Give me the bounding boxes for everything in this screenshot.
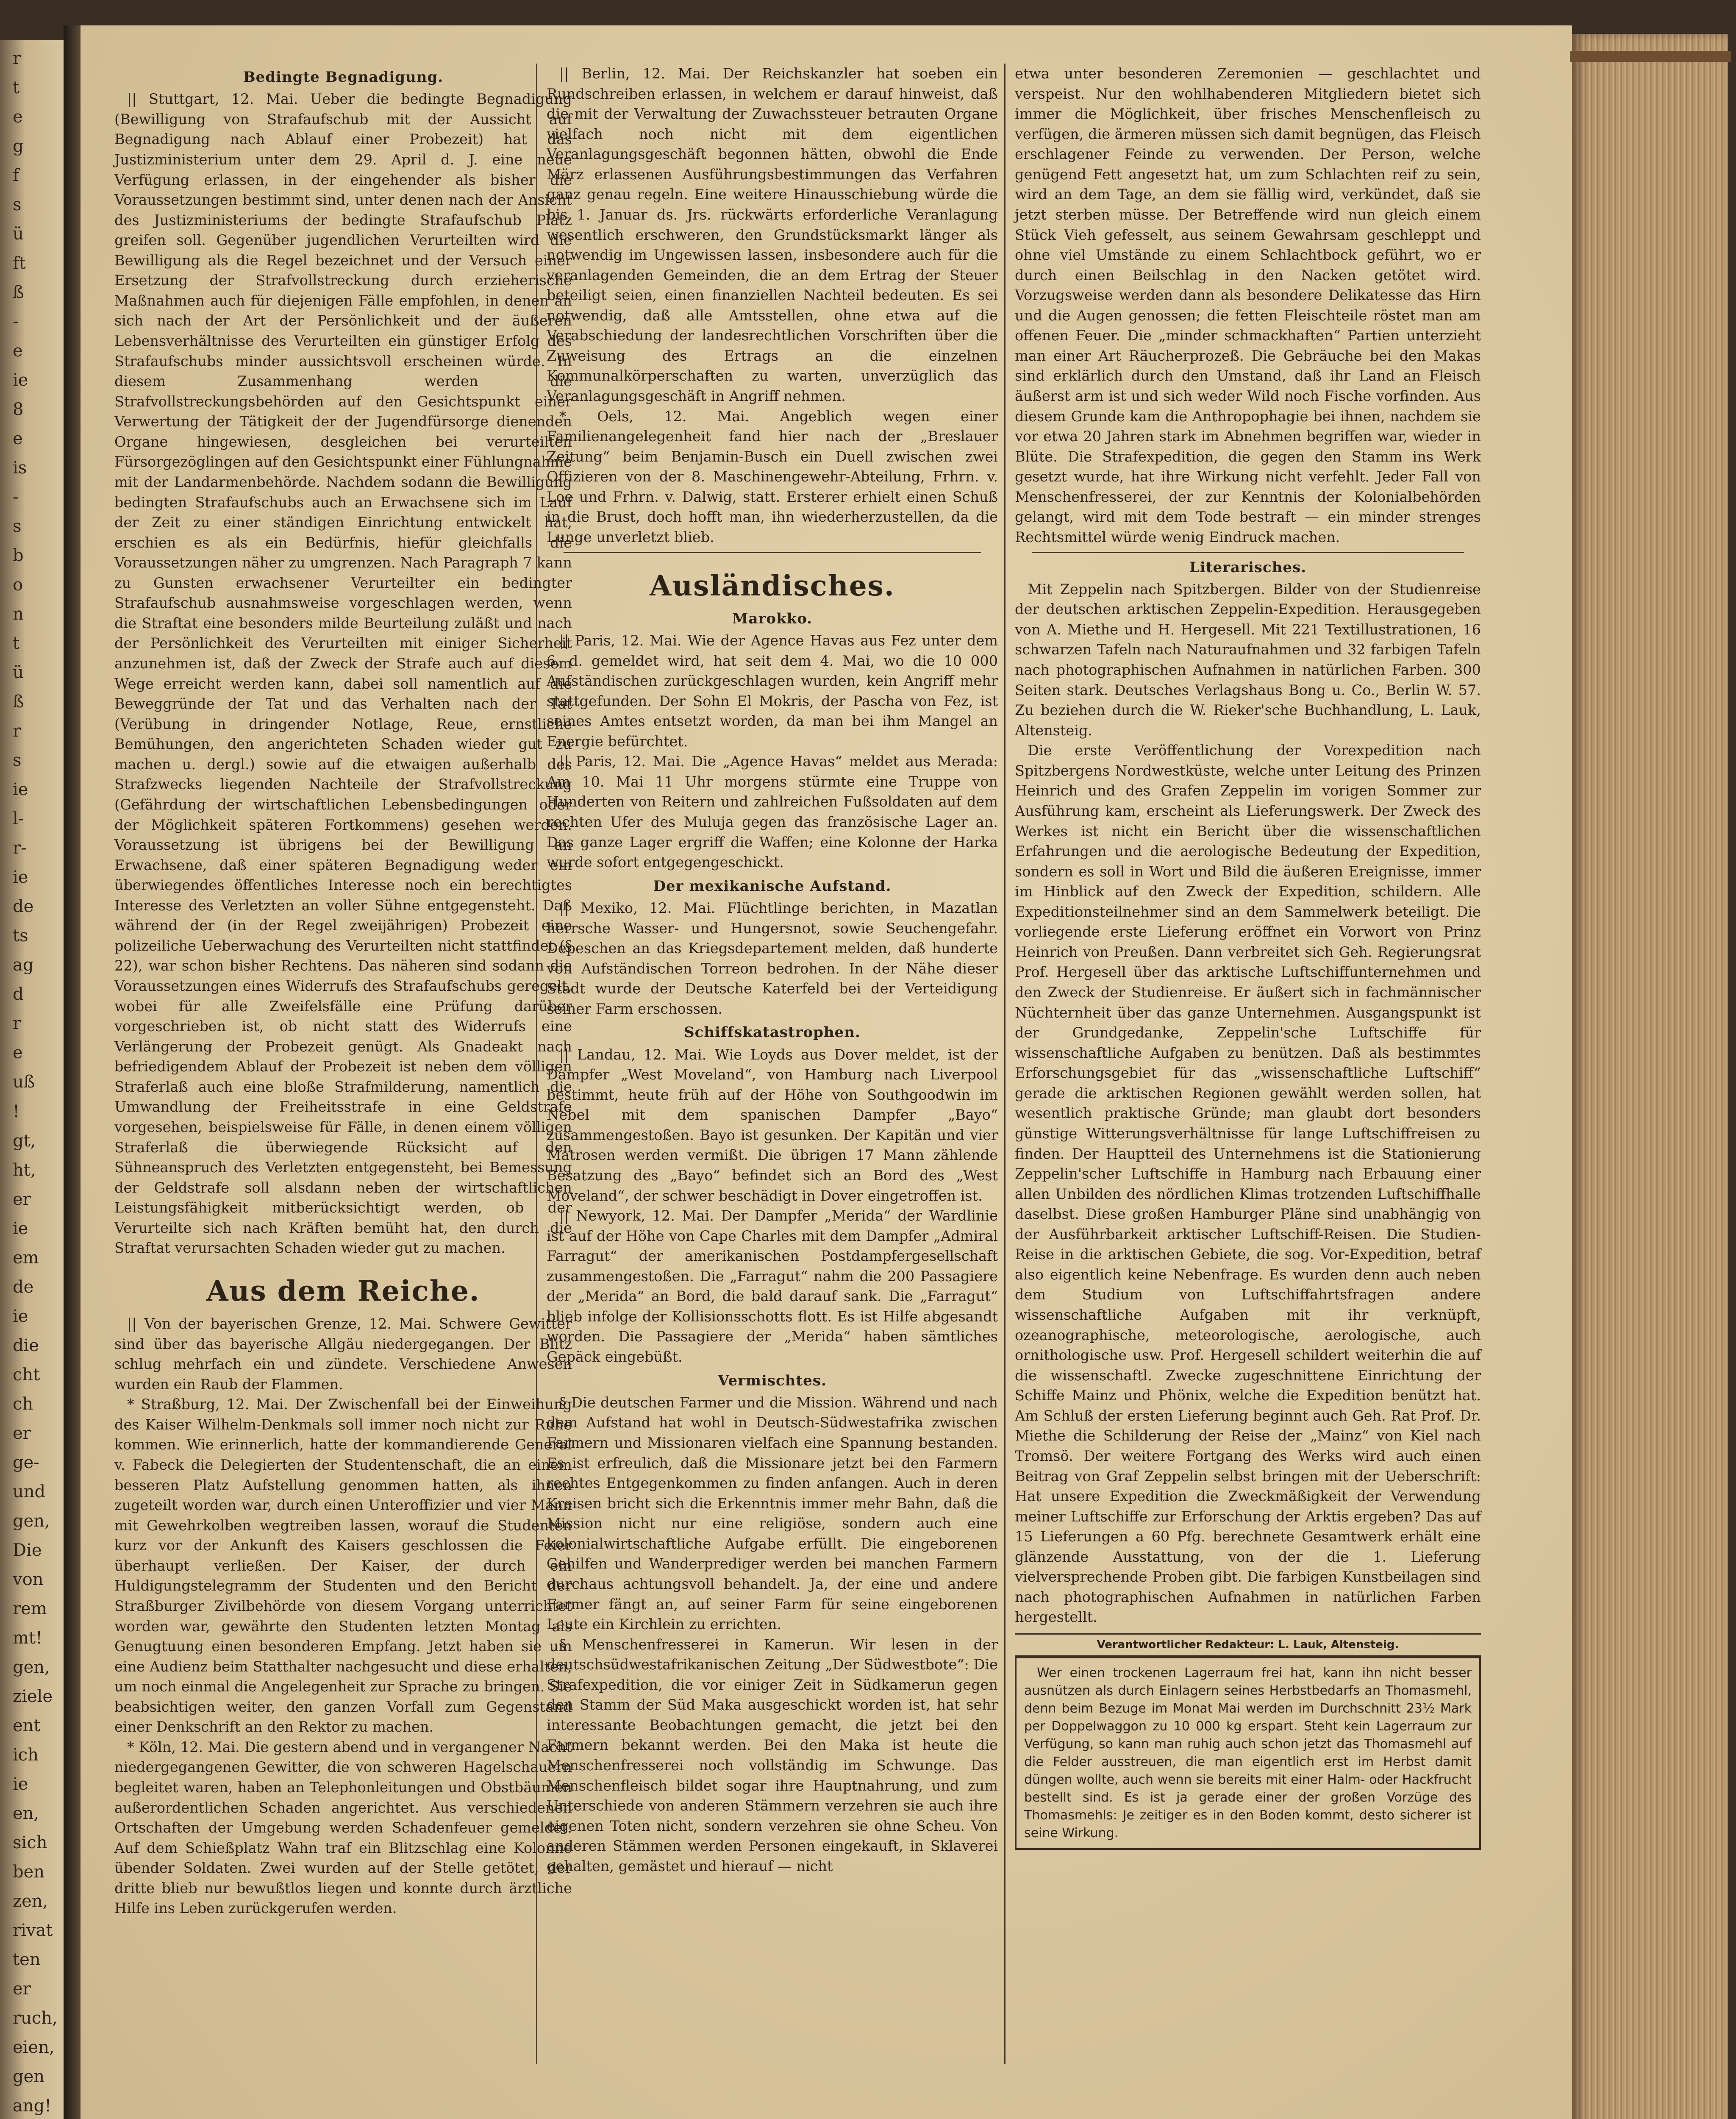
left-page-text-fragment: cht: [13, 1365, 40, 1385]
left-page-text-fragment: is: [13, 458, 27, 478]
left-page-text-fragment: die: [13, 1335, 39, 1355]
left-page-text-fragment: r: [13, 1014, 21, 1034]
left-page-text-fragment: ht,: [13, 1160, 36, 1180]
article-paragraph: || Newyork, 12. Mai. Der Dampfer „Merida“ der Wardlinie ist auf der Höhe von Cape Charles mit dem Dampfer „Admiral Farragut“ der amerikanischen Postdampfergesellschaft zusammengestoßen. Die „Farragut“ nahm die 200 Passagiere der „Merida“ an Bord, die bald darauf sank. Die „Farragut“ blieb infolge der Kollisionsschotts flott. Es ist Hilfe abgesandt worden. Die Passagiere der „Merida“ haben sämtliches Gepäck eingebüßt.: [547, 1207, 998, 1365]
left-page-text-fragment: uß: [13, 1072, 35, 1092]
article-paragraph: || Mexiko, 12. Mai. Flüchtlinge berichten, in Mazatlan herrsche Wasser- und Hungersnot, sowie Seuchengefahr. Depeschen an das Kriegsdepartement melden, daß hunderte von Aufständischen Torreon bedrohen. In der Nähe dieser Stadt wurde der Deutsche Katerfeld bei der Verteidigung seiner Farm erschossen.: [547, 899, 998, 1017]
editor-line: Verantwortlicher Redakteur: L. Lauk, Altensteig.: [1015, 1633, 1481, 1657]
left-page-text-fragment: ent: [13, 1716, 41, 1735]
left-page-text-fragment: g: [13, 136, 24, 156]
left-page-text-fragment: ß: [13, 283, 24, 303]
left-page-text-fragment: de: [13, 1277, 34, 1297]
left-page-text-fragment: s: [13, 195, 22, 215]
left-page-text-fragment: ang!: [13, 2096, 52, 2116]
column-1: [114, 64, 572, 1919]
left-page-text-fragment: mt!: [13, 1628, 43, 1648]
left-page-text-fragment: en,: [13, 1803, 39, 1823]
left-page-text-fragment: ie: [13, 1774, 28, 1794]
left-page-text-fragment: -: [13, 312, 19, 332]
column-rule: [1004, 64, 1005, 2064]
article-paragraph: § Menschenfresserei in Kamerun. Wir lesen in der deutschsüdwestafrikanischen Zeitung „Der Südwestbote“: Die Strafexpedition, die vor einiger Zeit in Südkamerun gegen den Stamm der Süd Maka ausgeschickt worden ist, hat sehr interessante Beobachtungen gemacht, die jetzt bei den Farmern bekannt werden. Bei den Maka ist heute die Menschenfresserei noch vollständig im Schwunge. Das Menschenfleisch bildet sogar ihre Hauptnahrung, und zum Unterschiede von anderen Stämmern verzehren sie auch ihre eigenen Toten nicht, sondern verzehren sie ohne Scheu. Von anderen Stämmen werden Personen eingekauft, in Sklaverei gehalten, gemästet und hierauf — nicht: [547, 1636, 998, 1874]
article-paragraph: || Stuttgart, 12. Mai. Ueber die bedingte Begnadigung (Bewilligung von Strafaufschub mit der Aussicht auf Begnadigung nach Ablauf einer Probezeit) hat das Justizministerium unter dem 29. April d. J. eine neue Verfügung erlassen, in der eingehender als bisher die Voraussetzungen bestimmt sind, unter denen nach der Ansicht des Justizministeriums der bedingte Strafaufschub Platz greifen soll. Gegenüber jugendlichen Verurteilten wird die Bewilligung als die Regel bezeichnet und der Versuch einer Ersetzung der Strafvollstreckung durch erzieherische Maßnahmen auch für diejenigen Fälle empfohlen, in denen an sich nach der Art der Persönlichkeit und der äußeren Lebensverhältnisse des Verurteilten ein günstiger Erfolg des Strafaufschubs minder aussichtsvoll erscheinen würde. In diesem Zusammenhang werden die Strafvollstreckungsbehörden auf den Gesichtspunkt einer Verwertung der Tätigkeit der der Jugendfürsorge dienenden Organe hingewiesen, desgleichen bei verurteilten Fürsorgezöglingen auf den Gesichtspunkt einer Fühlungnahme mit der Landarmenbehörde. Nachdem sodann die Bewilligung bedingten Strafaufschubs auch an Erwachsene sich im Lauf der Zeit zu einer ständigen Einrichtung entwickelt hat, erschien es als ein Bedürfnis, hiefür gleichfalls die Voraussetzungen näher zu umgrenzen. Nach Paragraph 7 kann zu Gunsten erwachsener Verurteilter ein bedingter Strafaufschub ausnahmsweise vorgeschlagen werden, wenn die Straftat eine besonders milde Beurteilung zuläßt und nach der Persönlichkeit des Verurteilten mit einiger Sicherheit anzunehmen ist, daß der Zweck der Strafe auch auf diesem Wege erreicht werden kann, dabei soll namentlich auf die Beweggründe der Tat und das Verhalten nach der Tat (Verübung in dringender Notlage, Reue, ernstliche Bemühungen, den angerichteten Schaden wieder gut zu machen u. dergl.) sowie auf die etwaigen außerhalb des Strafzwecks liegenden Nachteile der Strafvollstreckung (Gefährdung der wirtschaftlichen Lebensbedingungen oder der Möglichkeit späteren Fortkommens) gesehen werden. Voraussetzung ist übrigens bei der Bewilligung an Erwachsene, daß einer späteren Begnadigung weder ein überwiegendes öffentliches Interesse noch ein berechtigtes Interesse des Verletzten an voller Sühne entgegensteht. Daß während der (in der Regel zweijährigen) Probezeit eine polizeiliche Ueberwachung des Verurteilten nicht stattfindet (§ 22), war schon bisher Rechtens. Das näheren sind sodann die Voraussetzungen eines Widerrufs des Strafaufschubs geregelt, wobei für alle Zweifelsfälle eine Prüfung darüber vorgeschrieben ist, ob nicht statt des Widerrufs eine Verlängerung der Probezeit genügt. Als Gnadeakt nach befriedigendem Ablauf der Probezeit ist neben dem völligen Straferlaß auch eine bloße Strafmilderung, namentlich die Umwandlung der Freiheitsstrafe in eine Geldstrafe vorgesehen, beispielsweise für Fälle, in denen einem völligen Straferlaß die überwiegende Rücksicht auf den Sühneanspruch des Verletzten entgegensteht, bei Bemessung der Geldstrafe soll alsdann neben der wirtschaftlichen Leistungsfähigkeit mitberücksichtigt werden, ob der Verurteilte sich nach Kräften bemüht hat, den durch die Straftat verursachten Schaden wieder gut zu machen.: [114, 91, 572, 1257]
left-page-text-fragment: t: [13, 78, 20, 97]
left-page-text-fragment: f: [13, 166, 19, 186]
left-page-text-fragment: em: [13, 1248, 39, 1268]
left-page-text-fragment: ft: [13, 253, 26, 273]
left-page-text-fragment: r: [13, 721, 21, 741]
article-paragraph: || Berlin, 12. Mai. Der Reichskanzler hat soeben ein Rundschreiben erlassen, in welchem er darauf hinweist, daß die mit der Verwaltung der Zuwachssteuer betrauten Organe vielfach noch nicht mit dem eigentlichen Veranlagungsgeschäft begonnen hätten, obwohl die Ende März erlassenen Ausführungsbestimmungen das Verfahren ganz genau regeln. Eine weitere Hinausschiebung würde die bis 1. Januar ds. Jrs. rückwärts erforderliche Veranlagung wesentlich erschweren, den Grundstücksmarkt länger als notwendig im Ungewissen lassen, insbesondere auch für die veranlagenden Gemeinden, die an dem Ertrag der Steuer beteiligt seien, einen finanziellen Nachteil bedeuten. Es sei notwendig, daß alle Amtsstellen, ohne etwa auf die Verabschiedung der landesrechtlichen Vorschriften über die Zuweisung des Ertrags an die einzelnen Kommunalkörperschaften zu warten, unverzüglich das Veranlagungsgeschäft in Angriff nehmen.: [547, 65, 998, 404]
left-page-text-fragment: ie: [13, 1218, 28, 1238]
subsection-heading: Marokko.: [732, 610, 813, 627]
book-gutter: [64, 25, 81, 2119]
article-paragraph: Die erste Veröffentlichung der Vorexpedition nach Spitzbergens Nordwestküste, welche unter Leitung des Prinzen Heinrich und des Grafen Zeppelin im vorigen Sommer zur Ausführung kam, erscheint als Lieferungswerk. Der Zweck des Werkes ist nicht ein Bericht über die wissenschaftlichen Erfahrungen und die aerologische Bedeutung der Expedition, sondern es soll in Wort und Bild die äußeren Ereignisse, immer im Hinblick auf den Zweck der Expedition, schildern. Alle Expeditionsteilnehmer sind an dem Sammelwerk beteiligt. Die vorliegende erste Lieferung eröffnet ein Vorwort von Prinz Heinrich von Preußen. Dann verbreitet sich Geh. Regierungsrat Prof. Hergesell über das arktische Luftschiffunternehmen und den Zweck der Studienreise. Er äußert sich in fachmännischer Nüchternheit über das ganze Unternehmen. Ausgangspunkt ist der Grundgedanke, Zeppelin'sche Luftschiffe für wissenschaftliche Aufgaben zu benützen. Daß als bestimmtes Erforschungsgebiet für das „wissenschaftliche Luftschiff“ gerade die arktischen Regionen gewählt werden sollen, hat wesentlich praktische Gründe; man glaubt dort besonders günstige Witterungsverhältnisse für lange Luftschiffreisen zu finden. Der Hauptteil des Unternehmens ist die Stationierung Zeppelin'scher Luftschiffe in Hamburg nach Erbauung einer allen Unbilden des nördlichen Klimas trotzenden Luftschiffhalle daselbst. Diese großen Hamburger Pläne sind unabhängig von der Ausführbarkeit arktischer Luftschiff-Reisen. Die Studien-Reise in die arktischen Gebiete, die sog. Vor-Expedition, betraf also eigentlich keine Nebenfrage. Es wurden denn auch neben dem Studium von Luftschiffahrtsfragen andere wissenschaftliche Aufgaben mit ihr verknüpft, ozeanographische, meteorologische, aerologische, auch ornithologische usw. Prof. Hergesell schildert weiterhin die auf die wissenschaftl. Zwecke zugeschnittene Einrichtung der Schiffe Mainz und Phönix, welche die Expedition benützt hat. Am Schluß der ersten Lieferung beginnt auch Geh. Rat Prof. Dr. Miethe die Schilderung der Reise der „Mainz“ von Kiel nach Tromsö. Der weitere Fortgang des Werks wird auch einen Beitrag von Graf Zeppelin selbst bringen mit der Ueberschrift: Hat unsere Expedition die Zweckmäßigkeit der Verwendung meiner Luftschiffe zur Erforschung der Arktis ergeben? Das auf 15 Lieferungen a 60 Pfg. berechnete Gesamtwerk erhält eine glänzende Ausstattung, von der die 1. Lieferung vielversprechende Proben gibt. Die farbigen Kunstbeilagen sind nach photographischen Aufnahmen in natürlichen Farben hergestellt.: [1015, 742, 1481, 1626]
article-paragraph: Mit Zeppelin nach Spitzbergen. Bilder von der Studienreise der deutschen arktischen Zeppelin-Expedition. Herausgegeben von A. Miethe und H. Hergesell. Mit 221 Textillustrationen, 16 schwarzen Tafeln nach Naturaufnahmen und 32 farbigen Tafeln nach photographischen Aufnahmen in natürlichen Farben. 300 Seiten stark. Deutsches Verlagshaus Bong u. Co., Berlin W. 57. Zu beziehen durch die W. Rieker'sche Buchhandlung, L. Lauk, Altensteig.: [1015, 581, 1481, 739]
article-paragraph: etwa unter besonderen Zeremonien — geschlachtet und verspeist. Nur den wohlhabenderen Mitgliedern bietet sich immer die Möglichkeit, über frisches Menschenfleisch zu verfügen, die ärmeren müssen sich damit begnügen, das Fleisch erschlagener Feinde zu verwenden. Der Person, welche genügend Fett angesetzt hat, um zum Schlachten reif zu sein, wird an dem Tage, an dem sie fällig wird, verkündet, daß sie jetzt sterben müsse. Der Betreffende wird nun gleich einem Stück Vieh gefesselt, aus seinem Gewahrsam geschleppt und ohne viel Umstände zu einem Schlachtbock geführt, wo er durch einen Beilschlag in den Nacken getötet wird. Vorzugsweise werden dann als besondere Delikatesse das Hirn und die Augen genossen; die fetten Fleischteile röstet man am offenen Feuer. Die „minder schmackhaften“ Partien unterzieht man einer Art Räucherprozeß. Die Gebräuche bei den Makas sind erklärlich durch den Umstand, daß ihr Land an Fleisch äußerst arm ist und sich weder Wild noch Fische vorfinden. Aus diesem Grunde kam die Anthropophagie bei ihnen, nachdem sie vor etwa 20 Jahren stark im Abnehmen begriffen war, wieder in Blüte. Die Strafexpedition, die gegen den Stamm ins Werk gesetzt wurde, hat ihre Wirkung nicht verfehlt. Jeder Fall von Menschenfresserei, der zur Kenntnis der Kolonialbehörden gelangt, wird mit dem Tode bestraft — ein minder strenges Rechtsmittel würde wenig Eindruck machen.: [1015, 65, 1481, 545]
left-page-text-fragment: !: [13, 1101, 20, 1121]
column-2: [547, 64, 998, 1876]
left-page-text-fragment: s: [13, 517, 22, 537]
advertisement-notice: Wer einen trockenen Lagerraum frei hat, kann ihn nicht besser ausnützen als durch Einlagern seines Herbstbedarfs an Thomasmehl, denn beim Bezuge im Monat Mai werden im Durchschnitt 23½ Mark per Doppelwaggon zu 10 000 kg erspart. Steht kein Lagerraum zur Verfügung, so kann man ruhig auch schon jetzt das Thomasmehl auf die Felder ausstreuen, die man eigentlich erst im Herbst damit düngen wollte, auch wenn sie bereits mit einer Halm- oder Hackfrucht bestellt sind. Es ist ja gerade einer der großen Vorzüge des Thomasmehls: Je zeitiger es in den Boden kommt, desto sicherer ist seine Wirkung.: [1015, 1657, 1481, 1850]
left-page-text-fragment: ie: [13, 1306, 28, 1326]
left-page-text-fragment: ten: [13, 1949, 41, 1969]
article-paragraph: * Oels, 12. Mai. Angeblich wegen einer Familienangelegenheit fand hier nach der „Breslauer Zeitung“ beim Benjamin-Busch ein Duell zwischen zwei Offizieren von der 8. Maschinengewehr-Abteilung, Frhrn. v. Loe und Frhrn. v. Dalwig, statt. Ersterer erhielt einen Schuß in die Brust, doch hofft man, ihn wiederherzustellen, da die Lunge unverletzt blieb.: [547, 408, 998, 545]
left-page-text-fragment: n: [13, 604, 24, 624]
left-page-text-fragment: er: [13, 1979, 31, 1999]
left-page-text-fragment: ruch,: [13, 2008, 58, 2028]
left-page-text-fragment: -: [13, 487, 19, 507]
left-page-text-fragment: ü: [13, 224, 24, 244]
left-page-text-fragment: ie: [13, 780, 28, 800]
book-page-edges: [1572, 34, 1728, 2119]
left-page-text-fragment: er: [13, 1423, 31, 1443]
section-heading: Literarisches.: [1189, 559, 1307, 576]
left-page-text-fragment: r-: [13, 838, 27, 858]
left-page-text-fragment: e: [13, 1043, 23, 1063]
left-page-text-fragment: ß: [13, 692, 24, 712]
left-page-text-fragment: Die: [13, 1540, 42, 1560]
left-page-text-fragment: und: [13, 1482, 46, 1502]
left-page-text-fragment: gt,: [13, 1131, 36, 1151]
left-page-text-fragment: ü: [13, 663, 24, 683]
article-paragraph: || Paris, 12. Mai. Wie der Agence Havas aus Fez unter dem 6. d. gemeldet wird, hat seit dem 4. Mai, wo die 10 000 Aufständischen zurückgeschlagen wurden, kein Angriff mehr stattgefunden. Der Sohn El Mokris, der Pascha von Fez, ist seines Amtes entsetzt worden, da man bei ihm Mangel an Energie befürchtet.: [547, 632, 998, 750]
left-page-text-fragment: ich: [13, 1745, 39, 1765]
left-page-text-fragment: e: [13, 341, 23, 361]
divider: [1032, 552, 1464, 553]
left-page-text-fragment: t: [13, 634, 20, 653]
column-3: [1015, 64, 1481, 1850]
left-page-text-fragment: gen,: [13, 1657, 50, 1677]
left-page-text-fragment: rem: [13, 1599, 47, 1618]
left-page-text-fragment: b: [13, 546, 24, 566]
left-page-text-fragment: de: [13, 897, 34, 917]
left-page-text-fragment: ge-: [13, 1452, 39, 1472]
left-page-text-fragment: r: [13, 49, 21, 68]
left-page-text-fragment: e: [13, 107, 23, 127]
left-page-text-fragment: rivat: [13, 1920, 53, 1940]
article-paragraph: * Straßburg, 12. Mai. Der Zwischenfall bei der Einweihung des Kaiser Wilhelm-Denkmals soll immer noch nicht zur Ruhe kommen. Wie erinnerlich, hatte der kommandierende General v. Fabeck die Delegierten der Studentenschaft, die an einem besseren Platz Aufstellung genommen hatten, als ihnen zugeteilt worden war, durch einen Unteroffizier und vier Mann mit Gewehrkolben wegtreiben lassen, worauf die Studenten kurz vor der Ankunft des Kaisers geschlossen die Feier überhaupt verließen. Der Kaiser, der durch ein Huldigungstelegramm der Studenten und den Bericht der Straßburger Zivilbehörde von diesem Vorgang unterrichtet worden war, gewährte den Studenten letzten Montag als Genugtuung einen besonderen Empfang. Jetzt haben sie um eine Audienz beim Statthalter nachgesucht und diese erhalten, um noch einmal die Angelegenheit zur Sprache zu bringen. Sie beabsichtigen weiter, den ganzen Vorfall zum Gegenstand einer Denkschrift an den Rektor zu machen.: [114, 1396, 572, 1735]
section-heading-large: Ausländisches.: [650, 569, 895, 602]
article-paragraph: || Von der bayerischen Grenze, 12. Mai. Schwere Gewitter sind über das bayerische Allgäu niedergegangen. Der Blitz schlug mehrfach ein und zündete. Verschiedene Anwesen wurden ein Raub der Flammen.: [114, 1315, 572, 1393]
left-page-text-fragment: gen,: [13, 1511, 50, 1531]
left-page-text-fragment: s: [13, 751, 22, 770]
left-page-text-fragment: o: [13, 575, 23, 595]
left-page-text-fragment: ch: [13, 1394, 33, 1414]
left-page-text-fragment: ziele: [13, 1686, 53, 1706]
subsection-heading: Der mexikanische Aufstand.: [653, 877, 892, 895]
subsection-heading: Vermischtes.: [718, 1372, 827, 1389]
left-page-text-fragment: ag: [13, 955, 34, 975]
left-page-text-fragment: ie: [13, 868, 28, 887]
left-page-text-fragment: e: [13, 429, 23, 449]
left-page-text-fragment: zen,: [13, 1891, 48, 1911]
left-page-text-fragment: eien,: [13, 2037, 55, 2057]
subsection-heading: Schiffskatastrophen.: [684, 1024, 861, 1041]
left-page-text-fragment: ie: [13, 370, 28, 390]
article-paragraph: § Die deutschen Farmer und die Mission. Während und nach dem Aufstand hat wohl in Deutsch-Südwestafrika zwischen Farmern und Missionaren vielfach eine Spannung bestanden. Es ist erfreulich, daß die Missionare jetzt bei den Farmern rechtes Entgegenkommen zu finden anfangen. Auch in deren Kreisen bricht sich die Erkenntnis immer mehr Bahn, daß die Mission nicht nur eine religiöse, sondern auch eine kolonialwirtschaftliche Aufgabe erfüllt. Die eingeborenen Gehilfen und Wanderprediger werden bei manchen Farmern durchaus achtungsvoll behandelt. Ja, der eine und andere Farmer fängt an, auf seiner Farm für seine eingeborenen Leute ein Kirchlein zu errichten.: [547, 1394, 998, 1633]
article-paragraph: || Paris, 12. Mai. Die „Agence Havas“ meldet aus Merada: Am 10. Mai 11 Uhr morgens stürmte eine Truppe von Hunderten von Reitern und zahlreichen Fußsoldaten auf dem rechten Ufer des Muluja gegen das französische Lager an. Das ganze Lager ergriff die Waffen; eine Kolonne der Harka wurde sofort entgegengeschickt.: [547, 753, 998, 871]
book-cover-edge: [1570, 51, 1731, 62]
left-page-text-fragment: ben: [13, 1862, 45, 1882]
article-paragraph: * Köln, 12. Mai. Die gestern abend und in vergangener Nacht niedergegangenen Gewitter, die von schweren Hagelschauern begleitet waren, haben an Telephonleitungen und Obstbäumen außerordentlichen Schaden angerichtet. Aus verschiedenen Ortschaften der Umgebung werden Schadenfeuer gemeldet. Auf dem Schießplatz Wahn traf ein Blitzschlag eine Kolonne übender Soldaten. Zwei wurden auf der Stelle getötet, der dritte blieb nur bewußtlos liegen und konnte durch ärztliche Hilfe ins Leben zurückgerufen werden.: [114, 1738, 572, 1917]
section-heading-large: Aus dem Reiche.: [206, 1274, 480, 1307]
left-page-text-fragment: l-: [13, 809, 24, 829]
article-paragraph: || Landau, 12. Mai. Wie Loyds aus Dover meldet, ist der Dampfer „West Moveland“, von Hamburg nach Liverpool bestimmt, heute früh auf der Höhe von Southgoodwin im Nebel mit dem spanischen Dampfer „Bayo“ zusammengestoßen. Bayo ist gesunken. Der Kapitän und vier Matrosen werden vermißt. Die übrigen 17 Mann zählende Besatzung des „Bayo“ befindet sich an Bord des „West Moveland“, der schwer beschädigt in Dover eingetroffen ist.: [547, 1046, 998, 1204]
divider: [564, 552, 981, 553]
left-page-text-fragment: ts: [13, 926, 28, 946]
left-page-text-fragment: 8: [13, 400, 24, 420]
left-page-text-fragment: d: [13, 984, 24, 1004]
left-page-text-fragment: sich: [13, 1833, 47, 1852]
section-heading: Bedingte Begnadigung.: [243, 69, 444, 86]
left-page-fragment: [0, 40, 64, 2119]
left-page-text-fragment: er: [13, 1189, 31, 1209]
left-page-text-fragment: von: [13, 1569, 44, 1589]
left-page-text-fragment: gen: [13, 2066, 45, 2086]
